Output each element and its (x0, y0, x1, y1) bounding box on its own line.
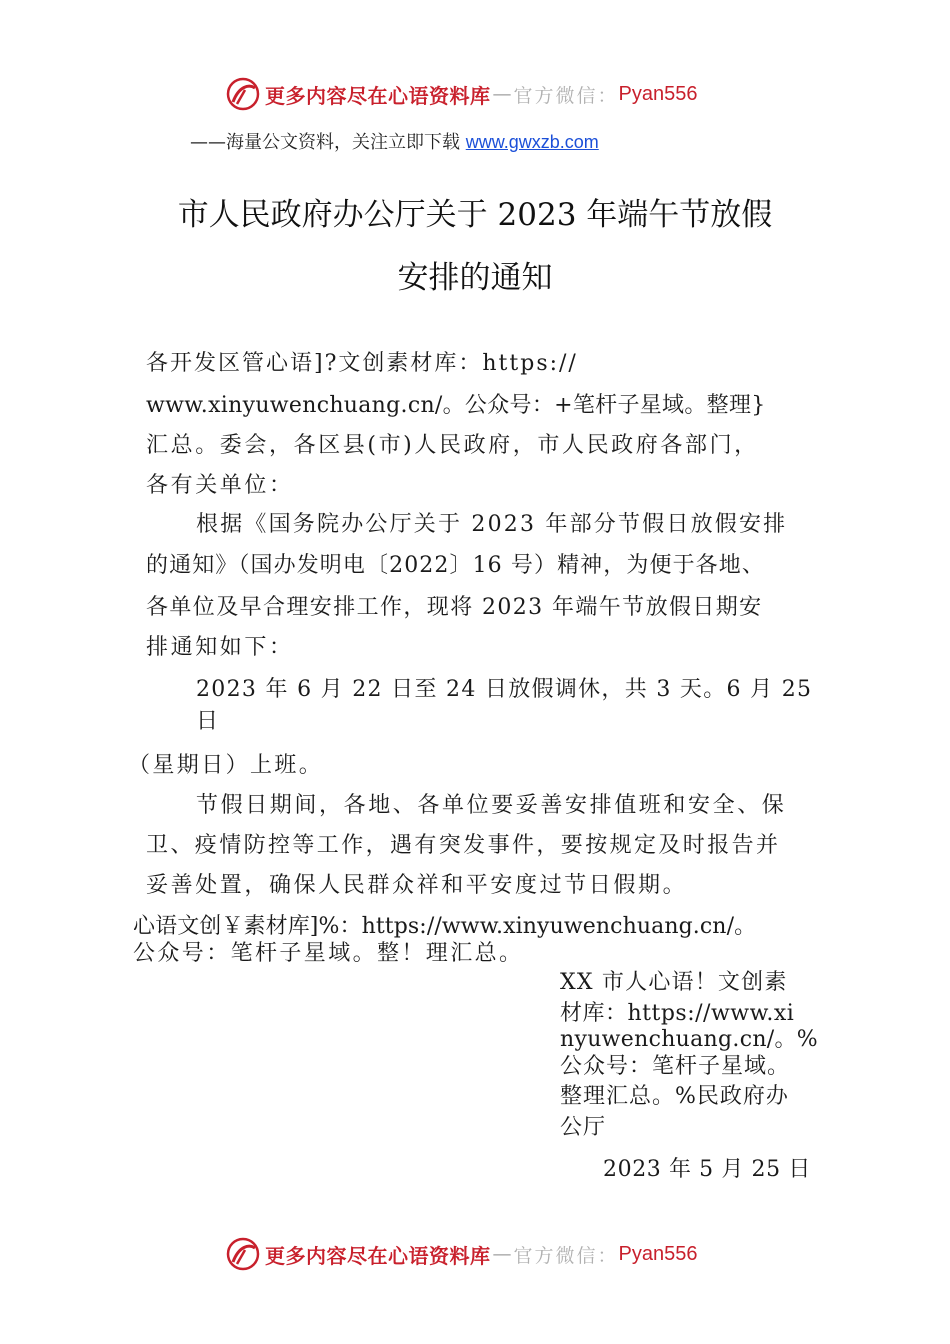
body-line: 各开发区管心语]?文创素材库：https:// (146, 351, 578, 376)
body-line: www.xinyuwenchuang.cn/。公众号：+笔杆子星域。整理} (146, 393, 766, 418)
header-banner (225, 74, 697, 114)
sub-banner (190, 128, 599, 154)
body-line: 2023 年 6 月 22 日至 24 日放假调休，共 3 天。6 月 25 (196, 677, 813, 702)
sub-banner-text: ——海量公文资料，关注立即下载 (190, 132, 466, 153)
banner-dash: — (492, 1243, 512, 1265)
body-line: 心语文创￥素材库]%：https://www.xinyuwenchuang.cn/。 (133, 914, 757, 939)
page-title-line1: 市人民政府办公厅关于 2023 年端午节放假 (177, 197, 773, 233)
body-line: 日 (196, 709, 219, 734)
body-line: 各有关单位： (146, 473, 294, 498)
signature-date: 2023 年 5 月 25 日 (603, 1157, 811, 1182)
body-line: （星期日）上班。 (128, 753, 324, 778)
footer-banner (225, 1234, 697, 1274)
body-line: 各单位及早合理安排工作，现将 2023 年端午节放假日期安 (146, 595, 763, 620)
banner-wechat-id: Pyan556 (618, 82, 698, 105)
banner-wechat-label: 官方微信： (513, 1244, 619, 1267)
logo-icon (225, 1236, 261, 1272)
banner-dash: — (492, 83, 512, 105)
signature-line: 整理汇总。%民政府办 (560, 1084, 789, 1109)
body-line: 根据《国务院办公厅关于 2023 年部分节假日放假安排 (196, 512, 788, 537)
banner-main-text: 更多内容尽在心语资料库 (265, 1243, 491, 1268)
banner-main-text: 更多内容尽在心语资料库 (265, 83, 491, 108)
page-title-line2: 安排的通知 (397, 260, 553, 296)
body-line: 妥善处置，确保人民群众祥和平安度过节日假期。 (146, 873, 688, 898)
signature-line: XX 市人心语！文创素 (560, 970, 788, 995)
body-line: 节假日期间，各地、各单位要妥善安排值班和安全、保 (196, 793, 787, 818)
body-line: 公众号：笔杆子星域。整！理汇总。 (133, 941, 524, 966)
body-line: 排通知如下： (146, 635, 294, 660)
signature-line: 公厅 (560, 1115, 607, 1140)
signature-line: 材库：https://www.xi (560, 1001, 795, 1026)
banner-wechat-label: 官方微信： (513, 84, 619, 107)
body-line: 卫、疫情防控等工作，遇有突发事件，要按规定及时报告并 (146, 833, 781, 858)
logo-icon (225, 76, 261, 112)
body-line: 汇总。委会，各区县(市)人民政府，市人民政府各部门， (146, 433, 759, 458)
banner-wechat-id: Pyan556 (618, 1242, 698, 1265)
body-line: 的通知》（国办发明电〔2022〕16 号）精神，为便于各地、 (146, 553, 765, 578)
signature-line: 公众号：笔杆子星域。 (560, 1054, 791, 1079)
signature-line: nyuwenchuang.cn/。% (560, 1027, 819, 1052)
sub-banner-link[interactable]: www.gwxzb.com (465, 132, 599, 152)
